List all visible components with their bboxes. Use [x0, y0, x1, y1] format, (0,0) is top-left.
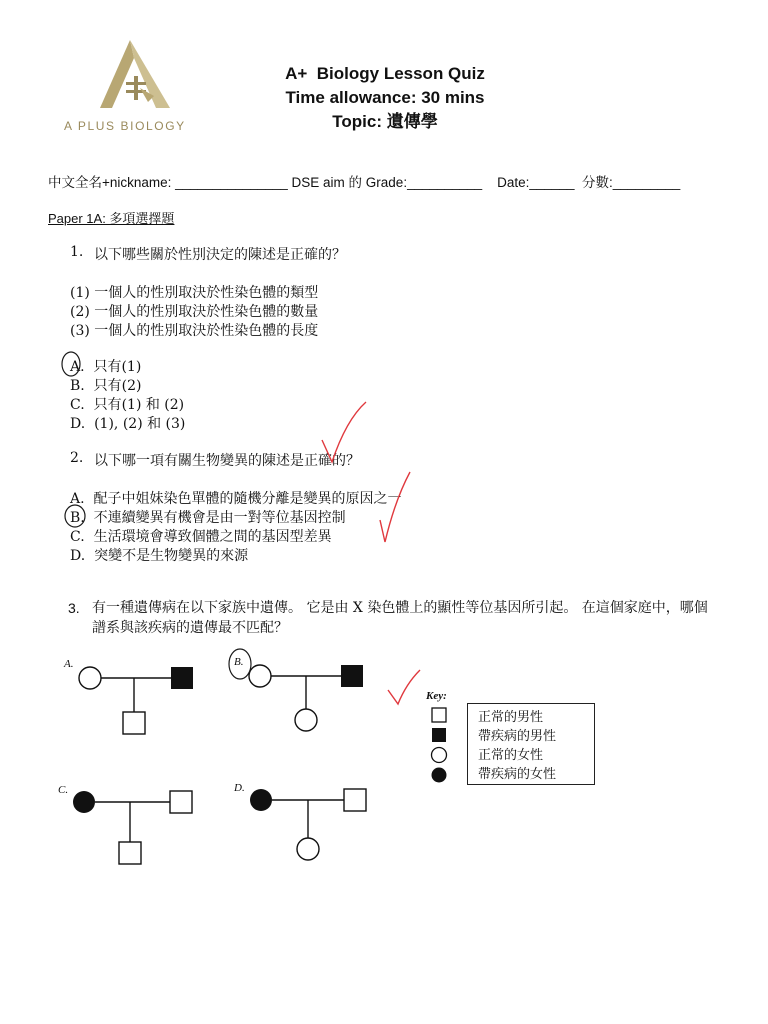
- q2-option-c[interactable]: [70, 526, 332, 546]
- q2-option-c-letter: C.: [70, 529, 85, 545]
- pedigree-a-son: [123, 712, 145, 734]
- pedigree-c-label: C.: [58, 784, 69, 796]
- q1-option-a-letter: A.: [70, 359, 85, 375]
- q1-text: 以下哪些關於性別決定的陳述是正確的？: [94, 247, 346, 263]
- pedigree-b-mother: [249, 665, 271, 687]
- q1-option-b-text: 只有(2): [93, 378, 142, 394]
- quiz-title: A+ Biology Lesson Quiz: [285, 64, 485, 83]
- key-affected-male: 帶疾病的男性: [478, 729, 557, 744]
- q1-option-d-text: (1), (2) 和 (3): [94, 416, 186, 432]
- quiz-header: [230, 62, 540, 134]
- q2-option-b[interactable]: [70, 507, 346, 527]
- q2-option-b-letter: B.: [70, 510, 85, 526]
- q1-option-d[interactable]: [70, 413, 185, 433]
- q3-number: 3.: [68, 600, 80, 616]
- quiz-topic: Topic: 遺傳學: [332, 112, 438, 131]
- q1-option-c-letter: C.: [70, 397, 85, 413]
- q1-option-b-letter: B.: [70, 378, 85, 394]
- q1-statement-1: (1) 一個人的性別取決於性染色體的類型: [70, 285, 319, 301]
- pedigree-c-father: [170, 791, 192, 813]
- key-affected-male-symbol: [432, 728, 446, 742]
- q2-option-d[interactable]: [70, 545, 248, 565]
- pedigree-b-label: B.: [234, 656, 244, 668]
- key-box: [467, 703, 595, 785]
- key-affected-female-symbol: [432, 768, 447, 783]
- pedigree-b[interactable]: [240, 660, 380, 740]
- q1-number: 1.: [70, 244, 84, 260]
- pedigree-b-father: [341, 665, 363, 687]
- q1-option-b[interactable]: [70, 375, 142, 395]
- key-symbols: [430, 706, 454, 786]
- q1-option-a[interactable]: [70, 356, 141, 376]
- key-normal-male: 正常的男性: [478, 710, 544, 725]
- section-heading: Paper 1A: 多項選擇題: [48, 211, 175, 226]
- pedigree-d-father: [344, 789, 366, 811]
- key-label: Key:: [426, 690, 447, 702]
- q1-option-d-letter: D.: [70, 416, 86, 432]
- pedigree-d[interactable]: [240, 788, 380, 868]
- student-info-line: 中文全名+nickname: _______________ DSE aim 的 Grade:__________ Date:______ 分數:_________: [48, 175, 681, 190]
- q1-option-a-text: 只有(1): [93, 359, 142, 375]
- key-affected-female: 帶疾病的女性: [478, 767, 557, 782]
- key-normal-male-symbol: [432, 708, 446, 722]
- logo-brand-text: A PLUS BIOLOGY: [64, 119, 186, 133]
- q3-block: [68, 598, 718, 638]
- q3-check-mark: [388, 670, 420, 704]
- pedigree-b-daughter: [295, 709, 317, 731]
- pedigree-d-daughter: [297, 838, 319, 860]
- pedigree-a[interactable]: [70, 660, 210, 740]
- pedigree-c[interactable]: [70, 788, 210, 868]
- key-normal-female-symbol: [432, 748, 447, 763]
- q2-option-a[interactable]: [70, 488, 401, 508]
- pedigree-c-son: [119, 842, 141, 864]
- pedigree-a-label: A.: [64, 658, 74, 670]
- pedigree-a-father: [171, 667, 193, 689]
- q1-option-c-text: 只有(1) 和 (2): [93, 397, 185, 413]
- pedigree-a-mother: [79, 667, 101, 689]
- q2-text: 以下哪一項有關生物變異的陳述是正確的？: [94, 453, 360, 469]
- q2-option-c-text: 生活環境會導致個體之間的基因型差異: [93, 529, 332, 545]
- q1-option-c[interactable]: [70, 394, 184, 414]
- pedigree-d-label: D.: [234, 782, 245, 794]
- q1-statement-2: (2) 一個人的性別取決於性染色體的數量: [70, 304, 319, 320]
- pedigree-c-mother: [73, 791, 95, 813]
- key-normal-female: 正常的女性: [478, 748, 544, 763]
- q2-number: 2.: [70, 450, 84, 466]
- pedigree-d-mother: [250, 789, 272, 811]
- q2-option-d-letter: D.: [70, 548, 86, 564]
- q3-text: 有一種遺傳病在以下家族中遺傳。 它是由 X 染色體上的顯性等位基因所引起。 在這個家庭中，哪個譜系與該疾病的遺傳最不匹配？: [92, 600, 708, 636]
- q2-option-d-text: 突變不是生物變異的來源: [94, 548, 249, 564]
- time-allowance: Time allowance: 30 mins: [285, 88, 485, 107]
- q1-statement-3: (3) 一個人的性別取決於性染色體的長度: [70, 323, 319, 339]
- q2-option-b-text: 不連續變異有機會是由一對等位基因控制: [93, 510, 346, 526]
- q2-option-a-text: 配子中姐妹染色單體的隨機分離是變異的原因之一: [93, 491, 402, 507]
- q2-option-a-letter: A.: [70, 491, 85, 507]
